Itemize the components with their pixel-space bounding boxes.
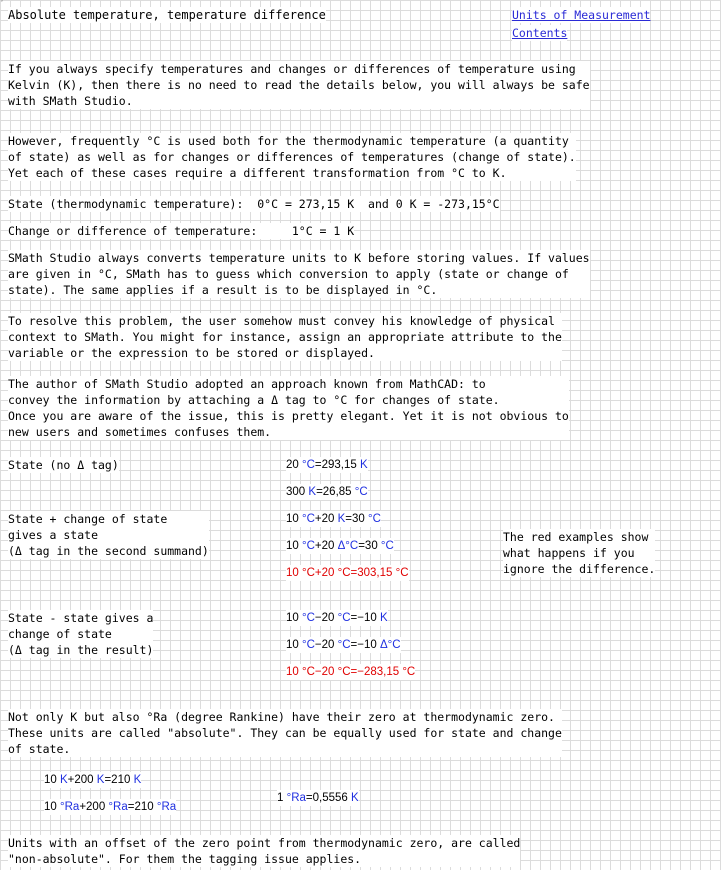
unit-token: Δ°C (337, 540, 359, 552)
unit-token: °C (367, 513, 381, 525)
change-conversion-line: Change or difference of temperature: 1°C = 1 K (8, 224, 355, 238)
number-token: =30 (358, 540, 381, 552)
number-token: −20 (314, 639, 338, 651)
unit-token: °C (302, 666, 315, 678)
example-label-state-minus-state: State - state gives a change of state (Δ tag in the result) (8, 611, 154, 657)
number-token: 10 (286, 666, 302, 678)
unit-token: °Ra (156, 801, 177, 813)
math-region-error[interactable] (286, 664, 415, 680)
unit-token: K (96, 774, 105, 786)
number-token: =210 (127, 801, 157, 813)
number-token: =293,15 (314, 459, 360, 471)
unit-token: °C (302, 513, 315, 525)
page-title: Absolute temperature, temperature difference (8, 8, 326, 22)
unit-token: °C (354, 486, 368, 498)
number-token: +20 (314, 540, 338, 552)
conversion-paragraph: SMath Studio always converts temperature units to K before storing values. If values are given in °C, SMath has to guess which conversion to apply (state or change of state). The same applies if a result is to be displayed in °C. (8, 251, 590, 297)
red-examples-note: The red examples show what happens if you ignore the difference. (503, 530, 656, 576)
number-token: +200 (79, 801, 109, 813)
number-token: +20 (314, 513, 338, 525)
example-label-state: State (no Δ tag) (8, 458, 119, 472)
unit-token: °C (337, 567, 351, 579)
number-token: =26,85 (316, 486, 355, 498)
rankine-paragraph: Not only K but also °Ra (degree Rankine) have their zero at thermodynamic zero. These units are called "absolute". They can be equally used for state and change of state. (8, 710, 562, 756)
unit-token: °C (337, 639, 351, 651)
unit-token: °C (337, 666, 351, 678)
non-absolute-paragraph: Units with an offset of the zero point from thermodynamic zero, are called "non-absolute". For them the tagging issue applies. (8, 836, 521, 866)
number-token: =−283,15 (350, 666, 403, 678)
corner-marker: ° (0, 0, 4, 6)
unit-token: °C (302, 459, 315, 471)
resolve-paragraph: To resolve this problem, the user somehow must convey his knowledge of physical context to SMath. You might for instance, assign an appropriate attribute to the variable or the expression to be stored or displayed. (8, 314, 562, 360)
number-token: 10 (286, 513, 302, 525)
unit-token: °C (402, 666, 416, 678)
unit-token: °C (380, 540, 394, 552)
number-token: 20 (286, 459, 302, 471)
math-region[interactable] (286, 484, 368, 500)
unit-token: K (60, 774, 68, 786)
number-token: −20 (314, 666, 338, 678)
math-region[interactable] (44, 772, 141, 788)
unit-token: °Ra (60, 801, 80, 813)
math-region[interactable] (286, 637, 401, 653)
contents-link[interactable]: Contents (512, 26, 568, 40)
number-token: 10 (44, 774, 60, 786)
number-token: 10 (286, 540, 302, 552)
unit-token: K (133, 774, 142, 786)
math-region-error[interactable] (286, 565, 409, 581)
example-label-state-plus-change: State + change of state gives a state (Δ tag in the second summand) (8, 512, 209, 558)
unit-token: °C (337, 612, 351, 624)
unit-token: K (308, 486, 317, 498)
number-token: =303,15 (350, 567, 396, 579)
number-token: 10 (44, 801, 60, 813)
number-token: +20 (314, 567, 338, 579)
number-token: =−10 (350, 612, 380, 624)
unit-token: °C (302, 540, 315, 552)
unit-token: °Ra (108, 801, 128, 813)
celsius-issue-paragraph: However, frequently °C is used both for the thermodynamic temperature (a quantity of state) as well as for changes or differences of temperatures (change of state). Yet each of these cases require a different transformation from °C to K. (8, 134, 576, 180)
number-token: =0,5556 (305, 792, 351, 804)
unit-token: K (379, 612, 388, 624)
math-region[interactable] (44, 799, 176, 815)
number-token: +200 (67, 774, 97, 786)
unit-token: °C (395, 567, 409, 579)
number-token: 10 (286, 567, 302, 579)
number-token: −20 (314, 612, 338, 624)
unit-token: °Ra (286, 792, 306, 804)
math-region[interactable] (286, 457, 368, 473)
unit-token: °C (302, 612, 315, 624)
unit-token: K (351, 792, 359, 804)
unit-token: °C (302, 639, 315, 651)
unit-token: K (360, 459, 368, 471)
number-token: =30 (345, 513, 368, 525)
math-region[interactable] (286, 538, 394, 554)
number-token: =−10 (350, 639, 380, 651)
unit-token: Δ°C (379, 639, 401, 651)
math-region[interactable] (286, 610, 388, 626)
number-token: 10 (286, 612, 302, 624)
unit-token: °C (302, 567, 315, 579)
units-of-measurement-link[interactable]: Units of Measurement (512, 8, 651, 22)
unit-token: K (337, 513, 346, 525)
intro-paragraph: If you always specify temperatures and changes or differences of temperature using Kelvin (K), then there is no need to read the details below, you will always be safe with SMath Studio. (8, 62, 590, 108)
state-conversion-line: State (thermodynamic temperature): 0°C = 273,15 K and 0 K = -273,15°C (8, 197, 500, 211)
number-token: =210 (104, 774, 134, 786)
number-token: 10 (286, 639, 302, 651)
math-region[interactable] (277, 790, 359, 806)
mathcad-paragraph: The author of SMath Studio adopted an approach known from MathCAD: to convey the information by attaching a Δ tag to °C for changes of state. Once you are aware of the issue, this is pretty elegant. Yet it is not obvious to new users and sometimes confuses them. (8, 377, 569, 439)
number-token: 1 (277, 792, 287, 804)
number-token: 300 (286, 486, 309, 498)
math-region[interactable] (286, 511, 381, 527)
